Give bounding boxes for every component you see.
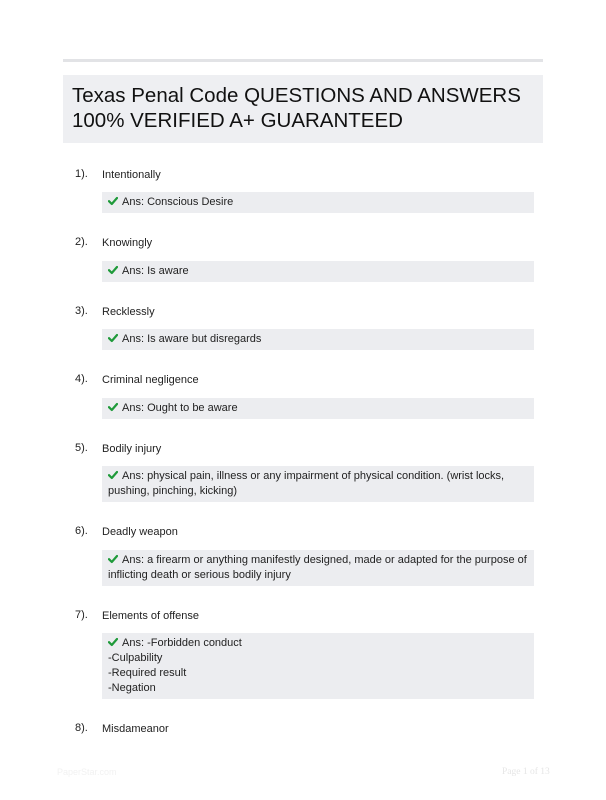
answer-box [102, 550, 534, 586]
answer-text: Ans: physical pain, illness or any impairment of physical condition. (wrist locks, [122, 470, 505, 482]
question-term: Bodily injury [102, 443, 162, 455]
answer-text: Ans: a firearm or anything manifestly designed, made or adapted for the purpose of [122, 554, 527, 566]
checkmark-icon [108, 196, 118, 206]
answer-box [102, 398, 534, 419]
answer-text: Ans: Is aware [122, 265, 189, 277]
checkmark-icon [108, 265, 118, 275]
checkmark-icon [108, 470, 118, 480]
answer-line [108, 636, 528, 651]
question-term: Misdameanor [102, 723, 169, 735]
question-number: 1). [75, 168, 88, 180]
question-term: Deadly weapon [102, 526, 178, 538]
answer-line [108, 568, 528, 583]
answer-line [108, 401, 528, 416]
answer-box [102, 329, 534, 350]
answer-text: pushing, pinching, kicking) [108, 485, 238, 497]
checkmark-icon [108, 402, 118, 412]
answer-box [102, 633, 534, 699]
answer-text: -Negation [108, 682, 156, 694]
question-number: 7). [75, 609, 88, 621]
checkmark-icon [108, 554, 118, 564]
answer-text: inflicting death or serious bodily injury [108, 569, 291, 581]
answer-text: Ans: Conscious Desire [122, 196, 234, 208]
question-term: Elements of offense [102, 610, 200, 622]
question-term: Recklessly [102, 306, 155, 318]
question-number: 4). [75, 373, 88, 385]
footer-watermark: PaperStar.com [57, 767, 117, 777]
question-number: 5). [75, 442, 88, 454]
answer-text: -Required result [108, 667, 187, 679]
answer-line [108, 553, 528, 568]
title-line-1: Texas Penal Code QUESTIONS AND ANSWERS [72, 84, 521, 107]
checkmark-icon [108, 333, 118, 343]
answer-line [108, 651, 528, 666]
checkmark-icon [108, 637, 118, 647]
question-number: 2). [75, 236, 88, 248]
answer-box [102, 261, 534, 282]
question-term: Intentionally [102, 169, 161, 181]
page-number: Page 1 of 13 [502, 767, 550, 777]
answer-line [108, 469, 528, 484]
answer-text: Ans: -Forbidden conduct [122, 637, 242, 649]
answer-text: Ans: Ought to be aware [122, 402, 238, 414]
answer-line [108, 332, 528, 347]
question-number: 8). [75, 722, 88, 734]
answer-text: Ans: Is aware but disregards [122, 333, 262, 345]
question-term: Criminal negligence [102, 374, 199, 386]
answer-text: -Culpability [108, 652, 163, 664]
answer-box [102, 466, 534, 502]
question-term: Knowingly [102, 237, 153, 249]
question-number: 6). [75, 525, 88, 537]
answer-line [108, 195, 528, 210]
answer-line [108, 681, 528, 696]
title-line-2: 100% VERIFIED A+ GUARANTEED [72, 108, 403, 132]
question-number: 3). [75, 305, 88, 317]
answer-line [108, 666, 528, 681]
answer-box [102, 192, 534, 213]
answer-line [108, 264, 528, 279]
answer-line [108, 484, 528, 499]
